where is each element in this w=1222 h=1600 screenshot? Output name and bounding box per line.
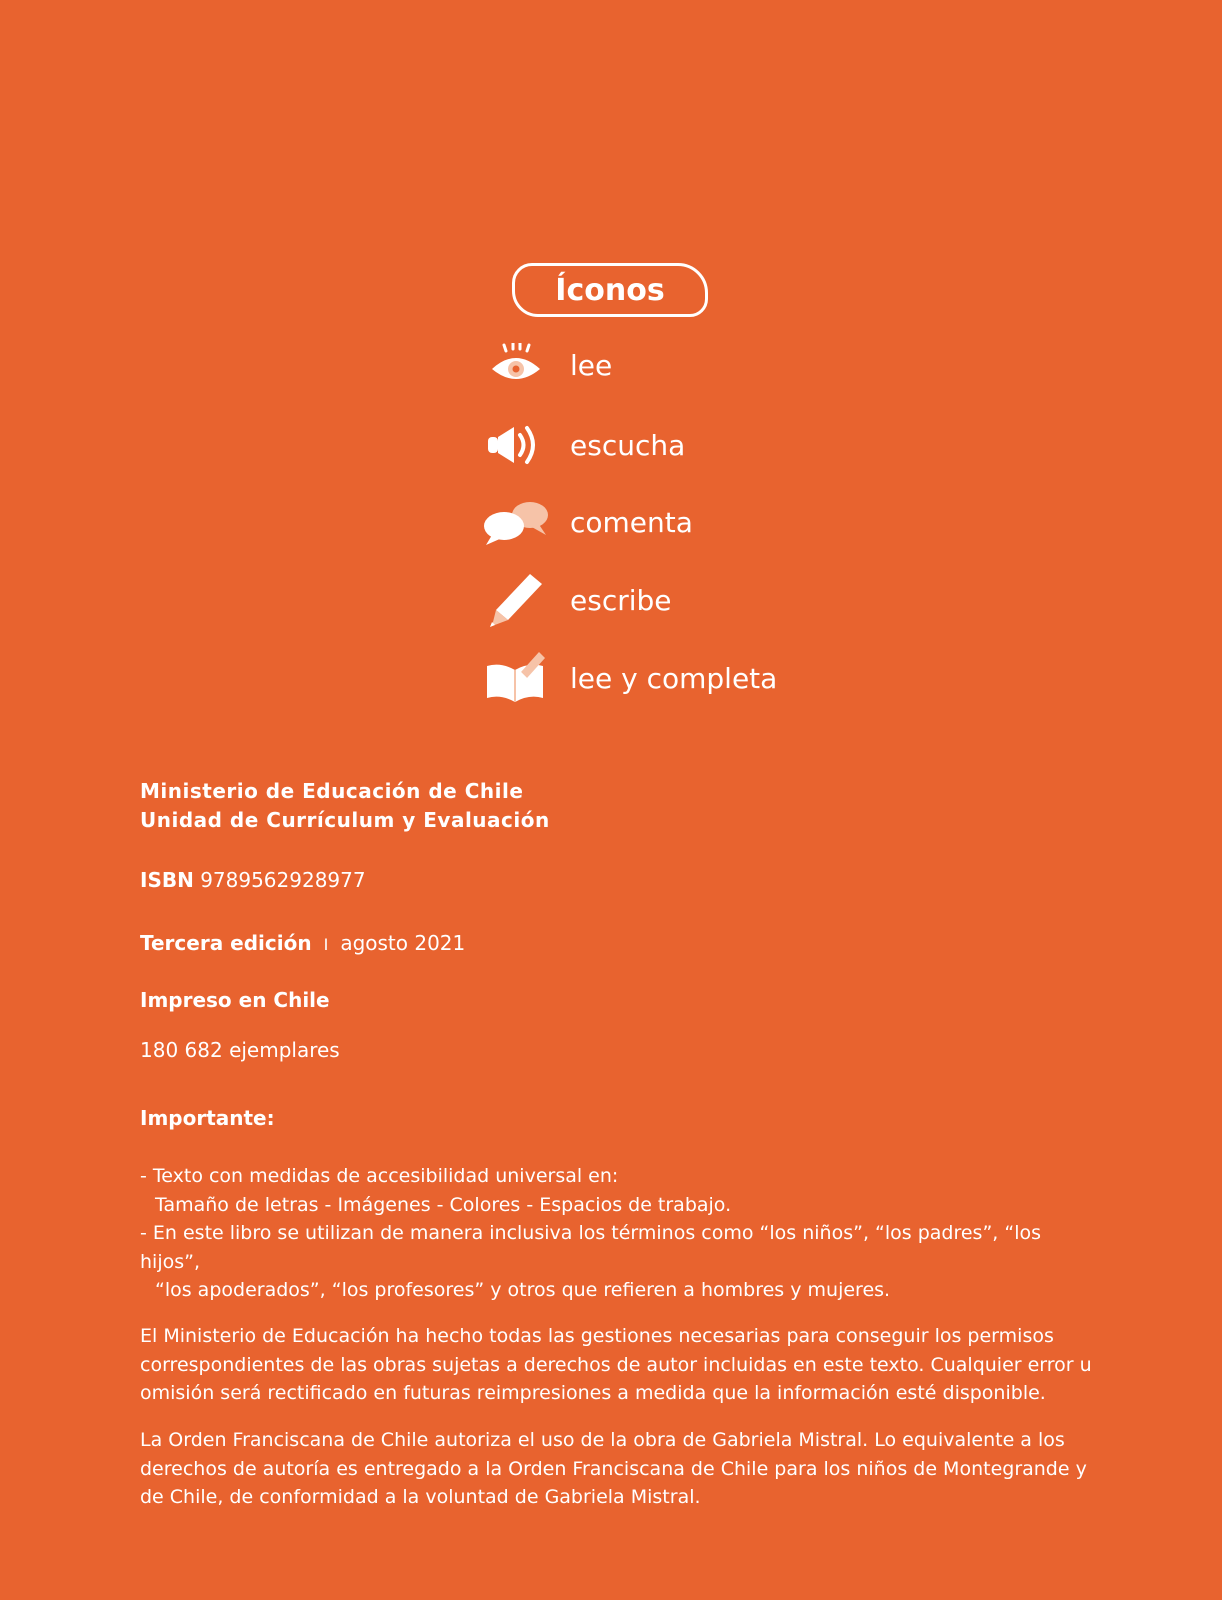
mistral-paragraph: La Orden Franciscana de Chile autoriza el uso de la obra de Gabriela Mistral. Lo equivalente a los derechos de autoría es entregado a la Orden Franciscana de Chile para los niños de Montegrande y de Chile, de conformidad a la voluntad de Gabriela Mistral. — [140, 1429, 1087, 1508]
icon-legend-item-comenta — [480, 492, 693, 552]
copies-count: 180 682 ejemplares — [140, 1038, 340, 1062]
edition-separator: I — [323, 935, 329, 954]
printed-in: Impreso en Chile — [140, 988, 330, 1012]
edition-label: Tercera edición — [140, 931, 312, 955]
speaker-icon — [480, 415, 552, 475]
icon-legend-item-escucha — [480, 415, 685, 475]
icon-legend-item-escribe — [480, 570, 672, 630]
important-heading: Importante: — [140, 1106, 275, 1130]
icon-legend-item-lee-y-completa — [480, 648, 777, 708]
icon-legend-label: comenta — [570, 505, 693, 539]
icon-legend-label: lee y completa — [570, 661, 778, 695]
important-notes — [140, 1162, 1100, 1305]
icon-legend-label: lee — [570, 348, 613, 382]
publisher-block — [140, 777, 550, 835]
pencil-icon — [480, 570, 552, 630]
isbn-line — [140, 866, 366, 895]
note-inclusive-language: - En este libro se utilizan de manera inclusiva los términos como “los niños”, “los padres”, “los hijos”, — [140, 1222, 1042, 1273]
publisher-name: Ministerio de Educación de Chile — [140, 779, 524, 803]
icon-legend-label: escribe — [570, 583, 672, 617]
icon-legend-item-lee — [480, 335, 612, 395]
isbn-label: ISBN — [140, 868, 194, 892]
note-accessibility: - Texto con medidas de accesibilidad universal en: — [140, 1165, 619, 1187]
edition-line — [140, 929, 465, 959]
icon-legend-label: escucha — [570, 428, 686, 462]
publisher-unit: Unidad de Currículum y Evaluación — [140, 808, 550, 832]
copyright-paragraph: El Ministerio de Educación ha hecho todas las gestiones necesarias para conseguir los permisos correspondientes de las obras sujetas a derechos de autor incluidas en este texto. Cualquier error u omisión será rectificado en futuras reimpresiones a medida que la información esté disponible. — [140, 1325, 1092, 1404]
eye-icon — [480, 335, 552, 395]
note-inclusive-language-cont: “los apoderados”, “los profesores” y otros que refieren a hombres y mujeres. — [155, 1279, 891, 1301]
isbn-value: 9789562928977 — [200, 868, 366, 892]
edition-date: agosto 2021 — [340, 931, 466, 955]
icons-title: Íconos — [555, 272, 665, 308]
icons-title-box — [512, 263, 708, 317]
book-pencil-icon — [480, 648, 552, 708]
speech-bubbles-icon — [480, 492, 552, 552]
note-accessibility-detail: Tamaño de letras - Imágenes - Colores - Espacios de trabajo. — [155, 1193, 732, 1216]
